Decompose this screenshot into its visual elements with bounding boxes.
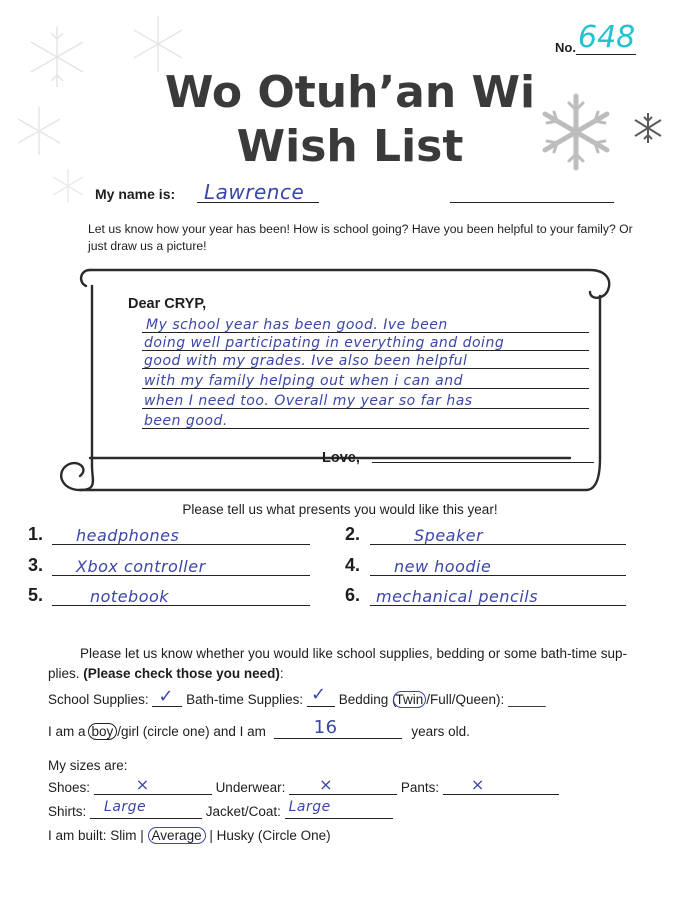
present-value: mechanical pencils bbox=[376, 587, 539, 606]
shirts-value: Large bbox=[104, 799, 147, 815]
sizes-heading: My sizes are: bbox=[48, 758, 128, 773]
school-supplies-check-mark: ✓ bbox=[158, 686, 174, 707]
supplies-prompt-line1: Please let us know whether you would like school supplies, bedding or some bath-time sup- bbox=[80, 646, 628, 661]
name-underline-2 bbox=[450, 202, 614, 203]
gender-option-boy-circled[interactable]: boy bbox=[88, 723, 118, 740]
intro-text-line2: just draw us a picture! bbox=[88, 239, 207, 253]
shoes-label: Shoes: bbox=[48, 780, 91, 795]
shoes-value: × bbox=[135, 775, 150, 794]
present-number: 5. bbox=[28, 585, 44, 605]
sizes-row-1 bbox=[48, 775, 559, 795]
age-value: 16 bbox=[313, 717, 338, 738]
page-title-line2: Wish List bbox=[236, 121, 464, 172]
present-number: 6. bbox=[345, 585, 361, 605]
iam-label: I am a bbox=[48, 724, 86, 739]
present-value: Xbox controller bbox=[76, 557, 206, 576]
signature-underline bbox=[372, 462, 594, 463]
build-options-rest: | Husky (Circle One) bbox=[209, 828, 331, 843]
build-label: I am built: Slim | bbox=[48, 828, 144, 843]
pants-field[interactable] bbox=[443, 775, 559, 795]
letter-text-line: My school year has been good. Ive been bbox=[146, 317, 448, 333]
present-number: 3. bbox=[28, 555, 44, 575]
present-underline bbox=[370, 544, 626, 545]
school-supplies-label: School Supplies: bbox=[48, 692, 149, 707]
name-value: Lawrence bbox=[204, 180, 305, 204]
intro-text-line1: Let us know how your year has been! How is school going? Have you been helpful to your family? Or bbox=[88, 222, 633, 236]
shoes-field[interactable] bbox=[94, 775, 212, 795]
letter-text-line: when I need too. Overall my year so far has bbox=[144, 393, 473, 409]
bedding-option-twin-circled[interactable]: Twin bbox=[393, 691, 427, 708]
pants-label: Pants: bbox=[400, 780, 440, 795]
present-number: 4. bbox=[345, 555, 361, 575]
bedding-blank: _____ bbox=[508, 692, 546, 707]
supplies-prompt-text: plies. bbox=[48, 666, 84, 681]
underwear-value: × bbox=[319, 775, 334, 794]
form-number-value: 648 bbox=[578, 20, 636, 55]
bedding-label: Bedding ( bbox=[338, 692, 397, 707]
bath-supplies-check-mark: ✓ bbox=[310, 684, 327, 705]
years-old-label: years old. bbox=[411, 724, 470, 739]
about-row bbox=[48, 717, 470, 739]
sizes-row-2 bbox=[48, 799, 393, 819]
jacket-value: Large bbox=[288, 799, 331, 815]
letter-greeting: Dear CRYP, bbox=[128, 296, 207, 312]
supplies-prompt-bold: (Please check those you need) bbox=[83, 666, 280, 681]
pants-value: × bbox=[470, 775, 485, 794]
letter-closing: Love, bbox=[322, 450, 360, 466]
present-number: 2. bbox=[345, 524, 361, 544]
supplies-prompt-line2 bbox=[48, 666, 284, 681]
bath-supplies-checkbox[interactable] bbox=[307, 684, 335, 707]
page-title-line1: Wo Otuh’an Wi bbox=[164, 67, 536, 118]
present-value: notebook bbox=[90, 587, 170, 606]
school-supplies-checkbox[interactable] bbox=[152, 686, 182, 707]
underwear-field[interactable] bbox=[289, 775, 397, 795]
jacket-field[interactable] bbox=[285, 799, 393, 819]
letter-text-line: good with my grades. Ive also been helpful bbox=[144, 353, 468, 369]
underwear-label: Underwear: bbox=[215, 780, 286, 795]
build-row bbox=[48, 828, 331, 843]
bath-supplies-label: Bath-time Supplies: bbox=[186, 692, 304, 707]
shirts-field[interactable] bbox=[90, 799, 202, 819]
letter-text-line: doing well participating in everything and doing bbox=[144, 335, 505, 351]
supplies-row bbox=[48, 684, 546, 707]
present-number: 1. bbox=[28, 524, 44, 544]
present-value: new hoodie bbox=[394, 557, 492, 576]
build-option-average-circled[interactable]: Average bbox=[148, 827, 206, 844]
letter-text-line: been good. bbox=[144, 413, 228, 429]
present-value: headphones bbox=[76, 526, 180, 545]
name-label: My name is: bbox=[95, 186, 176, 202]
form-number-label: No. bbox=[555, 40, 576, 55]
presents-prompt: Please tell us what presents you would like this year! bbox=[182, 502, 498, 517]
present-value: Speaker bbox=[414, 526, 484, 545]
shirts-label: Shirts: bbox=[48, 804, 87, 819]
supplies-prompt-colon: : bbox=[279, 666, 284, 681]
jacket-label: Jacket/Coat: bbox=[205, 804, 281, 819]
age-field[interactable] bbox=[274, 717, 402, 739]
gender-text: /girl (circle one) and I am bbox=[117, 724, 266, 739]
letter-text-line: with my family helping out when i can and bbox=[144, 373, 463, 389]
bedding-options-rest: /Full/Queen): bbox=[426, 692, 505, 707]
